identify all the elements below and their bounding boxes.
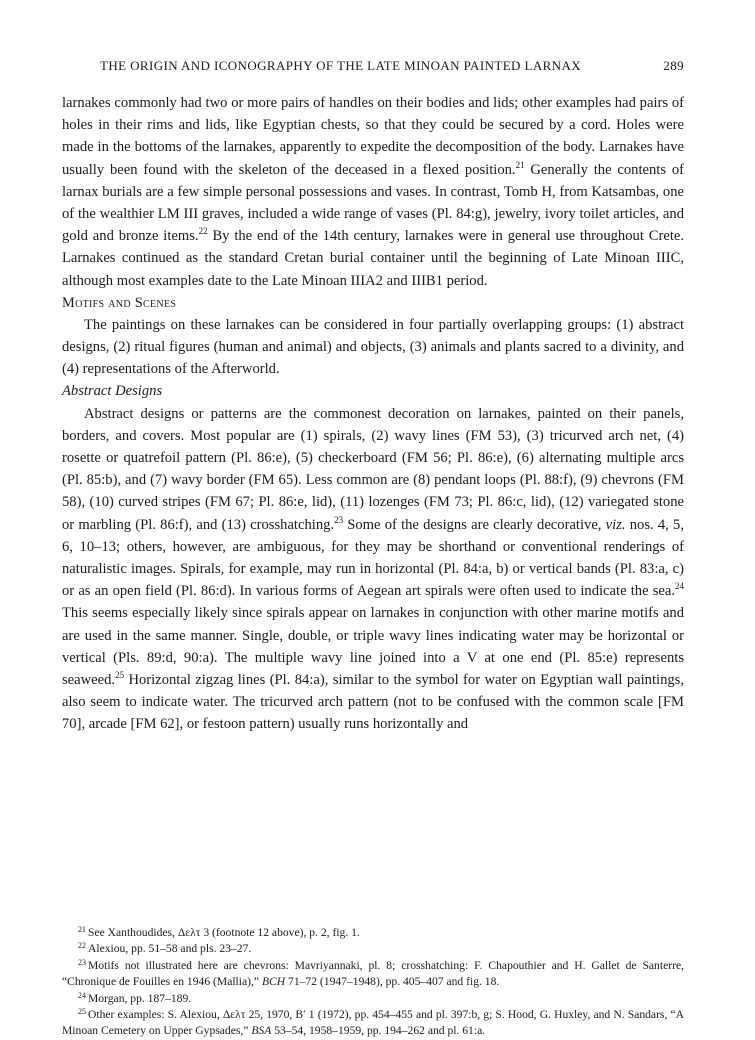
- page-number: 289: [663, 58, 684, 73]
- italic-viz: viz.: [605, 516, 626, 533]
- footnote-number: 23: [78, 957, 86, 967]
- text-run: Some of the designs are clearly decorative,: [343, 516, 606, 533]
- footnote-text: Alexiou, pp. 51–58 and pls. 23–27.: [88, 942, 252, 956]
- text-run: Abstract designs or patterns are the commonest decoration on larnakes, painted on their panels, borders, and covers. Most popular are (1) spirals, (2) wavy lines (FM 53), (3) tricurved arch net, (4) rosette or quatrefoil pattern (Pl. 86:e), (5) checkerboard (FM 56; Pl. 86:e), (6) alternating multiple arcs (Pl. 85:b), and (7) wavy border (FM 65). Less common are (8) pendant loops (Pl. 88:f), (9) chevrons (FM 58), (10) curved stripes (FM 67; Pl. 86:e, lid), (11) lozenges (FM 73; Pl. 86:c, lid), (12) variegated stone or marbling (Pl. 86:f), and (13) crosshatching.: [62, 405, 684, 533]
- subsection-heading-abstract: Abstract Designs: [62, 383, 163, 400]
- text-run: nos. 4, 5, 6, 10–13; others, however, are ambiguous, for they may be shorthand or conventional renderings of naturalistic images. Spirals, for example, may run in horizontal (Pl. 84:a, b) or vertical bands (Pl. 83:a, c) or as an open field (Pl. 86:d). In various forms of Aegean art spirals were often used to indicate the sea.: [62, 516, 684, 600]
- section-heading-motifs: Motifs and Scenes: [62, 294, 177, 311]
- footnote-24: [62, 991, 684, 1007]
- footnote-text: Motifs not illustrated here are chevrons: Mavriyannaki, pl. 8; crosshatching: F. Chapouthier and H. Gallet de Santerre, “Chronique de Fouilles en 1946 (Mallia),”: [62, 958, 684, 989]
- footnote-22: [62, 941, 684, 957]
- paragraph-larnakes-handles: [62, 92, 684, 292]
- footnote-text: 71–72 (1947–1948), pp. 405–407 and fig. 18.: [285, 975, 500, 989]
- paragraph-abstract-designs: [62, 403, 684, 736]
- text-run: larnakes commonly had two or more pairs of handles on their bodies and lids; other examples had pairs of holes in their rims and lids, like Egyptian chests, so that they could be secured by a cord. Holes were made in the bottoms of the larnakes, apparently to expedite the decomposition of the body. Larnakes have usually been found with the skeleton of the deceased in a flexed position.: [62, 95, 684, 178]
- footnote-number: 21: [78, 925, 86, 934]
- footnote-text: Morgan, pp. 187–189.: [88, 991, 192, 1005]
- footnote-23: [62, 958, 684, 991]
- footnote-21: [62, 925, 684, 941]
- main-text: [62, 92, 684, 736]
- footnote-ref-24: 24: [675, 581, 684, 592]
- journal-title: BSA: [251, 1024, 272, 1038]
- paragraph-four-groups: The paintings on these larnakes can be considered in four partially overlapping groups: (1) abstract designs, (2) ritual figures (human and animal) and objects, (3) animals and plants sacred to a divinity, and (4) representations of the Afterworld.: [62, 316, 684, 378]
- text-run: Horizontal zigzag lines (Pl. 84:a), similar to the symbol for water on Egyptian wall paintings, also seem to indicate water. The tricurved arch pattern (not to be confused with the common scale [FM 70], arcade [FM 62], or festoon pattern) usually runs horizontally and: [62, 672, 684, 733]
- footnote-text: See Xanthoudides, Δελτ 3 (footnote 12 above), p. 2, fig. 1.: [88, 926, 360, 939]
- footnote-ref-23: 23: [334, 514, 344, 525]
- footnote-number: 24: [78, 990, 86, 1000]
- footnote-text: 53–54, 1958–1959, pp. 194–262 and pl. 61:a.: [271, 1024, 486, 1038]
- running-head-title: THE ORIGIN AND ICONOGRAPHY OF THE LATE MINOAN PAINTED LARNAX: [100, 58, 582, 73]
- footnote-number: 25: [78, 1007, 86, 1017]
- journal-title: BCH: [261, 975, 286, 989]
- footnotes: [62, 925, 684, 1040]
- footnote-25: [62, 1007, 684, 1040]
- footnote-number: 22: [78, 941, 86, 951]
- footnote-ref-25: 25: [115, 670, 125, 681]
- text-run: This seems especially likely since spirals appear on larnakes in conjunction with other marine motifs and are used in the same manner. Single, double, or triple wavy lines indicating water may be horizontal or vertical (Pls. 89:d, 90:a). The multiple wavy line joined into a V at one end (Pl. 85:e) represents seaweed.: [62, 605, 684, 689]
- footnote-text: Other examples: S. Alexiou, Δελτ 25, 1970, Β′ 1 (1972), pp. 454–455 and pl. 397:b, g; S. Hood, G. Huxley, and N. Sandars, “A Minoan Cemetery on Upper Gypsades,”: [62, 1008, 684, 1038]
- footnote-ref-21: 21: [515, 159, 525, 170]
- footnote-ref-22: 22: [198, 226, 208, 237]
- text-run: By the end of the 14th century, larnakes were in general use throughout Crete. Larnakes continued as the standard Cretan burial container until the beginning of Late Minoan IIIC, although most examples date to the Late Minoan IIIA2 and IIIB1 period.: [62, 228, 684, 289]
- running-head: [62, 58, 684, 78]
- text-run: Generally the contents of larnax burials are a few simple personal possessions and vases. In contrast, Tomb H, from Katsambas, one of the wealthier LM III graves, included a wide range of vases (Pl. 84:g), jewelry, ivory toilet articles, and gold and bronze items.: [62, 161, 684, 245]
